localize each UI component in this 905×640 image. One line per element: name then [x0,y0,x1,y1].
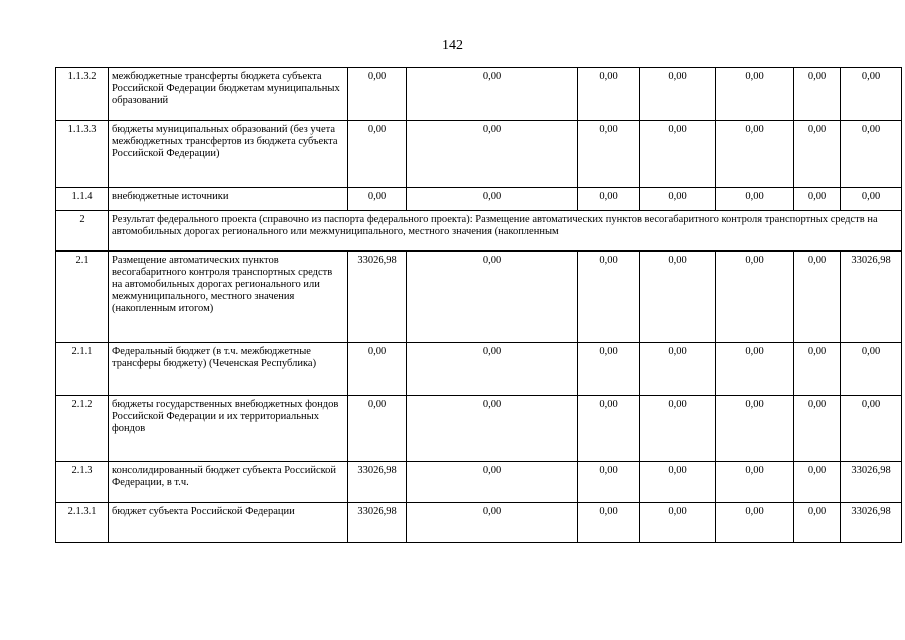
value-cell: 0,00 [348,343,407,396]
row-code: 1.1.3.3 [56,121,109,188]
value-cell: 0,00 [794,343,841,396]
value-cell: 0,00 [578,251,640,343]
table-row [56,343,902,396]
value-cell: 0,00 [640,396,716,462]
value-cell: 0,00 [407,396,578,462]
value-cell: 33026,98 [348,503,407,543]
value-cell: 0,00 [794,251,841,343]
row-code: 2.1.2 [56,396,109,462]
row-code: 2 [56,211,109,251]
value-cell: 33026,98 [348,251,407,343]
row-description: внебюджетные источники [109,188,348,211]
row-code: 1.1.3.2 [56,68,109,121]
value-cell: 0,00 [578,188,640,211]
table-row-result [56,211,902,251]
value-cell: 0,00 [578,462,640,503]
row-description: бюджет субъекта Российской Федерации [109,503,348,543]
value-cell: 0,00 [841,188,902,211]
value-cell: 0,00 [348,68,407,121]
row-description: бюджеты государственных внебюджетных фондов Российской Федерации и их территориальных фондов [109,396,348,462]
value-cell: 0,00 [640,68,716,121]
value-cell: 0,00 [794,188,841,211]
table-row [56,68,902,121]
value-cell: 0,00 [640,503,716,543]
value-cell: 0,00 [841,68,902,121]
value-cell: 0,00 [640,343,716,396]
value-cell: 0,00 [716,121,794,188]
value-cell: 0,00 [348,188,407,211]
value-cell: 33026,98 [841,251,902,343]
budget-table [55,67,902,543]
value-cell: 0,00 [348,121,407,188]
table-row [56,251,902,343]
row-code: 2.1.3 [56,462,109,503]
value-cell: 0,00 [578,396,640,462]
value-cell: 0,00 [716,188,794,211]
value-cell: 33026,98 [841,503,902,543]
value-cell: 0,00 [578,68,640,121]
value-cell: 0,00 [640,188,716,211]
value-cell: 0,00 [794,396,841,462]
value-cell: 0,00 [407,121,578,188]
value-cell: 0,00 [407,343,578,396]
row-code: 2.1.3.1 [56,503,109,543]
value-cell: 0,00 [841,121,902,188]
value-cell: 0,00 [716,68,794,121]
value-cell: 33026,98 [348,462,407,503]
row-code: 2.1 [56,251,109,343]
federal-project-result: Результат федерального проекта (справочно из паспорта федерального проекта): Размещение автоматических пунктов весогабаритного контроля транспортных средств на автомобильных дорогах регионального или межмуниципального, местного значения (накопленным [109,211,902,251]
value-cell: 33026,98 [841,462,902,503]
table-row [56,503,902,543]
table-row [56,188,902,211]
value-cell: 0,00 [578,343,640,396]
value-cell: 0,00 [578,503,640,543]
row-description: Размещение автоматических пунктов весогабаритного контроля транспортных средств на автомобильных дорогах регионального или межмуниципального, местного значения (накопленным итогом) [109,251,348,343]
value-cell: 0,00 [716,343,794,396]
row-code: 1.1.4 [56,188,109,211]
value-cell: 0,00 [794,462,841,503]
value-cell: 0,00 [794,503,841,543]
value-cell: 0,00 [716,462,794,503]
value-cell: 0,00 [407,503,578,543]
page-number: 142 [442,38,463,53]
table-row [56,396,902,462]
value-cell: 0,00 [716,251,794,343]
value-cell: 0,00 [407,462,578,503]
value-cell: 0,00 [841,343,902,396]
value-cell: 0,00 [407,68,578,121]
value-cell: 0,00 [407,251,578,343]
row-description: межбюджетные трансферты бюджета субъекта Российской Федерации бюджетам муниципальных образований [109,68,348,121]
value-cell: 0,00 [716,503,794,543]
row-code: 2.1.1 [56,343,109,396]
value-cell: 0,00 [794,68,841,121]
table-row [56,462,902,503]
value-cell: 0,00 [407,188,578,211]
value-cell: 0,00 [841,396,902,462]
row-description: Федеральный бюджет (в т.ч. межбюджетные трансферы бюджету) (Чеченская Республика) [109,343,348,396]
value-cell: 0,00 [578,121,640,188]
value-cell: 0,00 [640,121,716,188]
value-cell: 0,00 [640,251,716,343]
value-cell: 0,00 [794,121,841,188]
value-cell: 0,00 [348,396,407,462]
value-cell: 0,00 [716,396,794,462]
table-row [56,121,902,188]
row-description: бюджеты муниципальных образований (без учета межбюджетных трансфертов из бюджета субъекта Российской Федерации) [109,121,348,188]
value-cell: 0,00 [640,462,716,503]
row-description: консолидированный бюджет субъекта Российской Федерации, в т.ч. [109,462,348,503]
